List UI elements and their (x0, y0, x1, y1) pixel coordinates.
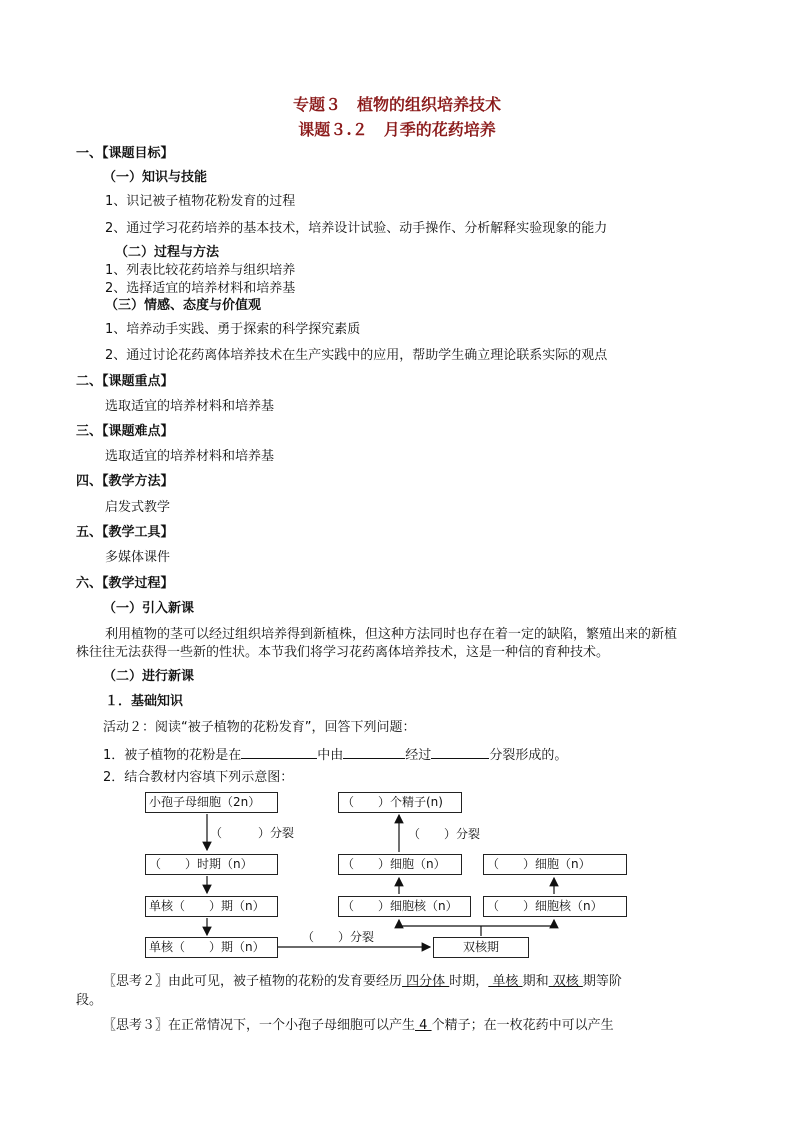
goal-item: 2、选择适宜的培养材料和培养基 (105, 281, 296, 296)
think-2 (103, 974, 622, 990)
answer-sperm-count: 4 (415, 1018, 432, 1033)
activity-2: 活动２：阅读“被子植物的花粉发育”，回答下列问题： (103, 720, 416, 735)
answer-tetrad: 四分体 (402, 974, 450, 989)
subsection-intro: （一）引入新课 (103, 601, 195, 616)
think2-text: 时期， (449, 974, 489, 989)
label-division-3: （ ）分裂 (408, 827, 481, 841)
box-nucleus-1: （ ）细胞核（n） (338, 896, 471, 917)
goal-item: 2、通过学习花药培养的基本技术，培养设计试验、动手操作、分析解释实验现象的能力 (105, 221, 608, 236)
box-uninucleate-2: 单核（ ）期（n） (145, 937, 278, 958)
question-2: 2．结合教材内容填下列示意图： (103, 770, 294, 785)
think-3 (103, 1018, 614, 1034)
answer-uninucleate: 单核 (488, 974, 523, 989)
goal-item: 1、培养动手实践、勇于探索的科学探究素质 (105, 322, 361, 337)
intro-paragraph-line: 利用植物的茎可以经过组织培养得到新植株，但这种方法同时也存在着一定的缺陷，繁殖出来的新植 (105, 627, 678, 642)
section-difficulties: 三、【课题难点】 (76, 424, 174, 439)
goal-item: 1、识记被子植物花粉发育的过程 (105, 194, 296, 209)
subsection-new-lesson: （二）进行新课 (103, 669, 195, 684)
think2-text: 期等阶 (582, 974, 622, 989)
think3-text: 个精子；在一枚花药中可以产生 (431, 1018, 614, 1033)
q1-text: 经过 (405, 748, 432, 763)
tools-text: 多媒体课件 (105, 550, 171, 565)
think2-text: 期和 (522, 974, 549, 989)
title-topic: 专题３ 植物的组织培养技术 (292, 95, 501, 114)
box-sperm: （ ）个精子(n) (338, 792, 462, 813)
difficulty-text: 选取适宜的培养材料和培养基 (105, 449, 275, 464)
title-lesson: 课题３.２ 月季的花药培养 (298, 120, 496, 139)
q1-text: 1．被子植物的花粉是在 (103, 748, 242, 763)
basic-knowledge-heading: １．基础知识 (105, 694, 184, 709)
think-2-end: 段。 (76, 993, 103, 1008)
box-tetrad-period: （ ）时期（n） (145, 854, 278, 875)
box-nucleus-2: （ ）细胞核（n） (483, 896, 627, 917)
section-method: 四、【教学方法】 (76, 474, 174, 489)
key-point-text: 选取适宜的培养材料和培养基 (105, 399, 275, 414)
subsection-process: （二）过程与方法 (115, 245, 220, 260)
answer-binucleate: 双核 (548, 974, 583, 989)
box-uninucleate-1: 单核（ ）期（n） (145, 896, 278, 917)
q1-text: 分裂形成的。 (489, 748, 568, 763)
section-tools: 五、【教学工具】 (76, 525, 174, 540)
label-division-2: （ ）分裂 (302, 930, 375, 944)
intro-paragraph-line: 株往往无法获得一些新的性状。本节我们将学习花药离体培养技术，这是一种信的育种技术。 (76, 645, 610, 660)
subsection-knowledge: （一）知识与技能 (103, 170, 208, 185)
method-text: 启发式教学 (105, 500, 171, 515)
goal-item: 1、列表比较花药培养与组织培养 (105, 263, 296, 278)
think3-text: 〖思考３〗在正常情况下，一个小孢子母细胞可以产生 (103, 1018, 416, 1033)
box-cell-1: （ ）细胞（n） (338, 854, 462, 875)
q1-text: 中由 (317, 748, 344, 763)
goal-item: 2、通过讨论花药离体培养技术在生产实践中的应用，帮助学生确立理论联系实际的观点 (105, 348, 608, 363)
section-process: 六、【教学过程】 (76, 576, 174, 591)
box-cell-2: （ ）细胞（n） (483, 854, 627, 875)
box-binucleate: 双核期 (433, 937, 529, 958)
subsection-attitude: （三）情感、态度与价值观 (105, 298, 262, 313)
box-microspore-mother-cell: 小孢子母细胞（2n） (145, 792, 278, 813)
section-key-points: 二、【课题重点】 (76, 374, 174, 389)
label-division-1: （ ）分裂 (210, 826, 295, 840)
think2-text: 〖思考２〗由此可见，被子植物的花粉的发育要经历 (103, 974, 403, 989)
section-goals: 一、【课题目标】 (76, 146, 174, 161)
